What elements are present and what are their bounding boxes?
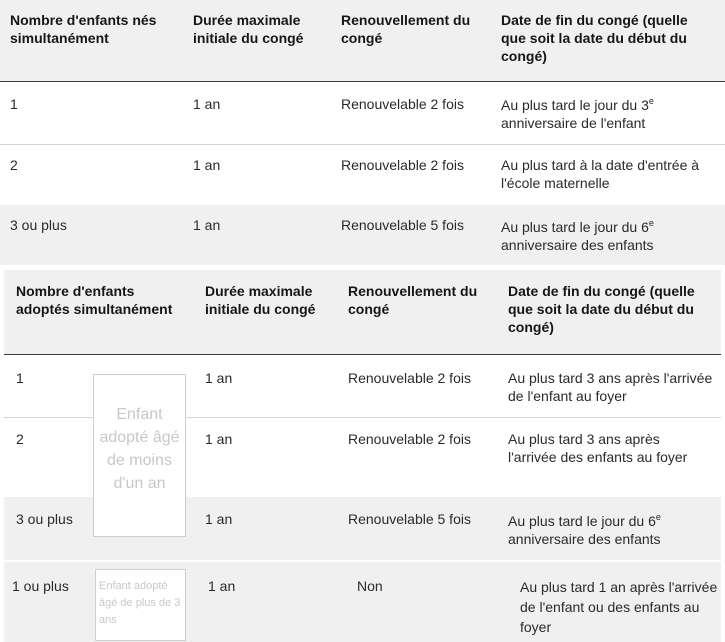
column-header-renewal: Renouvellement du congé [341, 12, 471, 46]
group-note-under-one-year: Enfant adopté âgé de moins d'un an [93, 374, 186, 537]
table-cell-end-date: Au plus tard 1 an après l'arrivée de l'enfant ou des enfants au foyer [520, 579, 718, 635]
table-cell-end-date: Au plus tard le jour du 6e anniversaire des enfants [508, 512, 661, 547]
table-cell-renewal: Renouvelable 2 fois [348, 370, 471, 386]
table-cell-renewal: Renouvelable 2 fois [348, 431, 471, 447]
table-cell-end-date: Au plus tard 3 ans après l'arrivée de l'enfant au foyer [508, 370, 713, 404]
table-cell-renewal: Renouvelable 2 fois [341, 96, 464, 112]
header-divider [4, 354, 721, 355]
table-cell-children: 3 ou plus [16, 511, 73, 527]
table-cell-renewal: Non [357, 578, 383, 594]
table-cell-end-date: Au plus tard le jour du 3e anniversaire de l'enfant [501, 96, 654, 131]
table-cell-end-date: Au plus tard à la date d'entrée à l'école maternelle [501, 157, 700, 191]
table-cell-end-date: Au plus tard 3 ans après l'arrivée des enfants au foyer [508, 431, 688, 465]
table-cell-end-date: Au plus tard le jour du 6e anniversaire des enfants [501, 218, 654, 253]
table-cell-children: 1 ou plus [12, 578, 69, 594]
column-header-end-date: Date de fin du congé (quelle que soit la date du début du congé) [508, 283, 695, 335]
row-divider [0, 144, 725, 145]
table-cell-children: 2 [16, 431, 24, 447]
column-header-children: Nombre d'enfants adoptés simultanément [16, 283, 173, 317]
table-cell-duration: 1 an [193, 157, 221, 173]
table-cell-duration: 1 an [205, 431, 233, 447]
table-cell-children: 1 [10, 96, 18, 112]
table-cell-duration: 1 an [205, 370, 233, 386]
table-cell-children: 3 ou plus [10, 217, 67, 233]
table-cell-renewal: Renouvelable 5 fois [348, 511, 471, 527]
column-header-duration: Durée maximale initiale du congé [193, 12, 304, 46]
table-cell-duration: 1 an [193, 96, 221, 112]
column-header-renewal: Renouvellement du congé [348, 283, 478, 317]
table-cell-duration: 1 an [205, 511, 233, 527]
table-cell-children: 2 [10, 157, 18, 173]
header-divider [0, 81, 725, 82]
table-cell-renewal: Renouvelable 5 fois [341, 217, 464, 233]
column-header-end-date: Date de fin du congé (quelle que soit la date du début du congé) [501, 12, 688, 64]
table-cell-duration: 1 an [193, 217, 221, 233]
column-header-children: Nombre d'enfants nés simultanément [10, 12, 157, 46]
table-cell-duration: 1 an [208, 578, 236, 594]
table-cell-children: 1 [16, 370, 24, 386]
column-header-duration: Durée maximale initiale du congé [205, 283, 316, 317]
table-cell-renewal: Renouvelable 2 fois [341, 157, 464, 173]
note-over-three-years: Enfant adopté âgé de plus de 3 ans [95, 569, 186, 641]
